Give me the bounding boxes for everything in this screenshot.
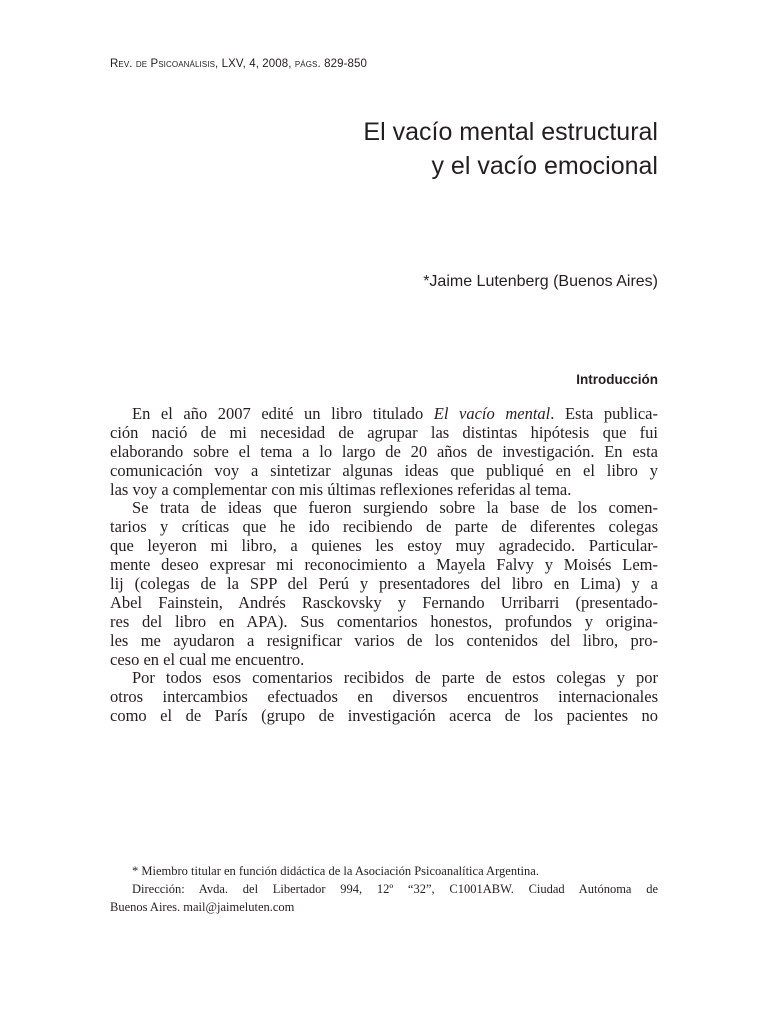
paragraph-1-line-5: las voy a complementar con mis últimas reflexiones referidas al tema. xyxy=(110,479,572,499)
body-text-run: En el año 2007 edité un libro titulado xyxy=(132,404,434,423)
paragraph-2-line-8: les me ayudaron a resignificar varios de los contenidos del libro, pro- xyxy=(110,630,658,650)
footnote-line-3: Buenos Aires. mail@jaimeluten.com xyxy=(110,900,295,914)
paragraph-2-line-3: que leyeron mi libro, a quienes les estoy muy agradecido. Particular- xyxy=(110,536,658,556)
body-text xyxy=(110,405,658,726)
paragraph-3-line-3: como el de París (grupo de investigación acerca de los pacientes no xyxy=(110,706,658,726)
section-heading: Introducción xyxy=(576,372,658,387)
title-line-2: y el vacío emocional xyxy=(431,152,658,180)
footnote-line-1: * Miembro titular en función didáctica de la Asociación Psicoanalítica Argentina. xyxy=(132,864,539,878)
author-byline: *Jaime Lutenberg (Buenos Aires) xyxy=(423,273,658,290)
paragraph-1-line-3: elaborando sobre el tema a lo largo de 20 años de investigación. En esta xyxy=(110,441,658,461)
paragraph-3-line-2: otros intercambios efectuados en diversos encuentros internacionales xyxy=(110,687,658,707)
article-title xyxy=(363,115,658,183)
running-head xyxy=(110,58,367,70)
volume-info: , LXV, 4, 2008, xyxy=(215,58,295,70)
journal-abbrev: Rev. de Psicoanálisis xyxy=(110,58,216,70)
body-text-run: . Esta publica- xyxy=(550,404,658,423)
paragraph-1-line-1 xyxy=(110,405,658,424)
paragraph-2-line-5: lij (colegas de la SPP del Perú y presentadores del libro en Lima) y a xyxy=(110,574,658,594)
page-range: 829-850 xyxy=(320,58,367,70)
paragraph-1-line-2: ción nació de mi necesidad de agrupar las distintas hipótesis que fui xyxy=(110,422,658,442)
title-line-1: El vacío mental estructural xyxy=(363,118,658,146)
paragraph-3-line-1: Por todos esos comentarios recibidos de parte de estos colegas y por xyxy=(132,668,658,688)
paragraph-2-line-7: res del libro en APA). Sus comentarios honestos, profundos y origina- xyxy=(110,611,658,631)
footnote xyxy=(110,862,658,916)
book-title-italic: El vacío mental xyxy=(433,404,551,423)
paragraph-2-line-6: Abel Fainstein, Andrés Rasckovsky y Fernando Urribarri (presentado- xyxy=(110,592,658,612)
paragraph-2-line-1: Se trata de ideas que fueron surgiendo sobre la base de los comen- xyxy=(132,498,658,518)
paragraph-2-line-4: mente deseo expresar mi reconocimiento a Mayela Falvy y Moisés Lem- xyxy=(110,555,658,575)
footnote-line-2: Dirección: Avda. del Libertador 994, 12º “32”, C1001ABW. Ciudad Autónoma de xyxy=(132,882,658,896)
paragraph-2-line-2: tarios y críticas que he ido recibiendo de parte de diferentes colegas xyxy=(110,517,658,537)
paragraph-1-line-4: comunicación voy a sintetizar algunas ideas que publiqué en el libro y xyxy=(110,460,658,480)
pages-abbrev: págs. xyxy=(294,58,321,70)
paragraph-2-line-9: ceso en el cual me encuentro. xyxy=(110,649,305,669)
